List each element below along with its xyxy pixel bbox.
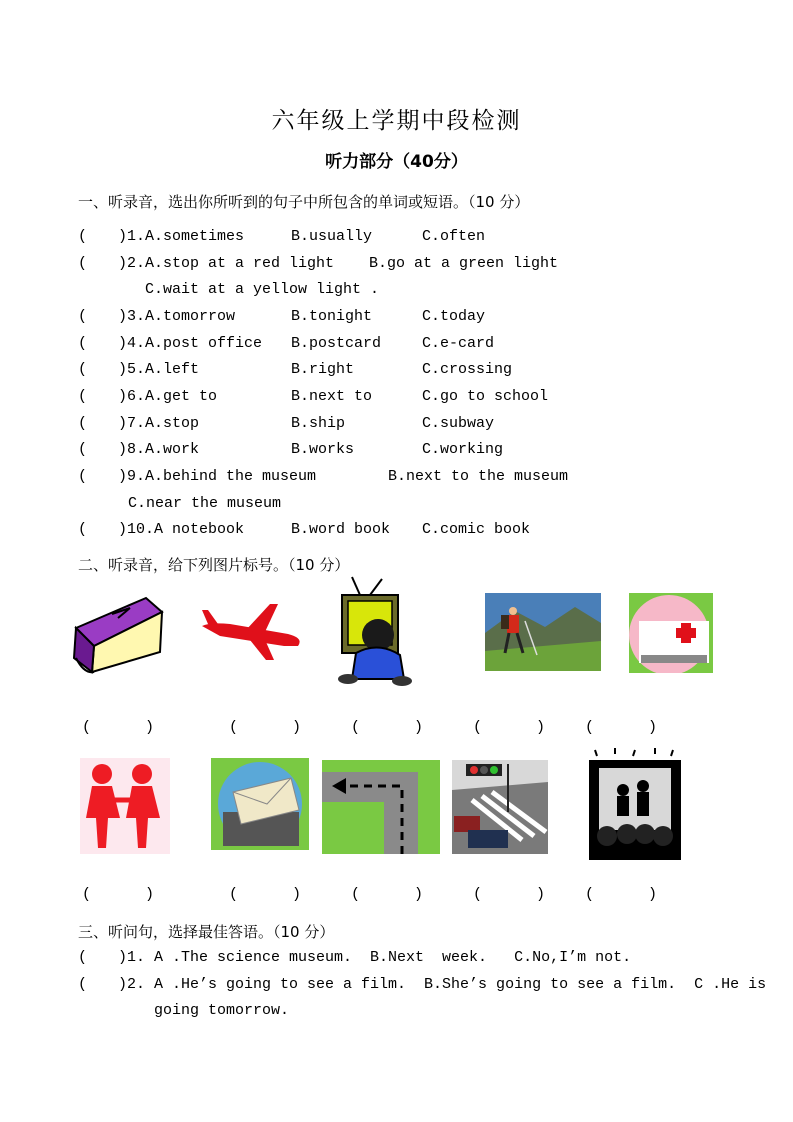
paren: (: [78, 361, 88, 378]
book-icon: [72, 592, 164, 678]
hospital-icon: [629, 593, 713, 673]
item-1-c: C.often: [422, 228, 486, 245]
answer-bracket[interactable]: ( ): [82, 719, 155, 736]
answer-bracket[interactable]: ( ): [351, 719, 424, 736]
q3-item-1: )1. A .The science museum. B.Next week. C.No,I’m not.: [118, 949, 632, 966]
answer-bracket[interactable]: ( ): [473, 719, 546, 736]
airplane-icon: [200, 600, 304, 662]
item-10-b: B.word book: [291, 521, 391, 538]
section2-heading: 二、听录音，给下列图片标号。（10 分）: [78, 556, 350, 574]
item-8-a: )8.A.work: [118, 441, 200, 458]
paren: (: [78, 521, 88, 538]
paren: (: [78, 415, 88, 432]
post-office-icon: [211, 758, 309, 850]
item-10-a: )10.A notebook: [118, 521, 245, 538]
item-6-c: C.go to school: [422, 388, 549, 405]
item-5-b: B.right: [291, 361, 355, 378]
item-10-c: C.comic book: [422, 521, 531, 538]
item-7-a: )7.A.stop: [118, 415, 200, 432]
item-4-a: )4.A.post office: [118, 335, 263, 352]
item-4-c: C.e-card: [422, 335, 495, 352]
item-9-b: B.next to the museum: [388, 468, 569, 485]
traffic-light-crossing-icon: [452, 760, 548, 854]
answer-bracket[interactable]: ( ): [585, 719, 658, 736]
section3-heading: 三、听问句，选择最佳答语。（10 分）: [78, 923, 335, 941]
paren: (: [78, 388, 88, 405]
item-9-a: )9.A.behind the museum: [118, 468, 317, 485]
page-subtitle: 听力部分（40分）: [325, 152, 468, 172]
paren: (: [78, 441, 88, 458]
answer-bracket[interactable]: ( ): [229, 886, 302, 903]
answer-bracket[interactable]: ( ): [82, 886, 155, 903]
turn-left-road-icon: [322, 760, 440, 854]
boy-watching-tv-icon: [330, 575, 412, 687]
paren: (: [78, 949, 88, 966]
paren: (: [78, 228, 88, 245]
section1-heading: 一、听录音，选出你所听到的句子中所包含的单词或短语。（10 分）: [78, 193, 530, 211]
item-1-a: )1.A.sometimes: [118, 228, 245, 245]
item-5-a: )5.A.left: [118, 361, 200, 378]
item-3-b: B.tonight: [291, 308, 373, 325]
answer-bracket[interactable]: ( ): [473, 886, 546, 903]
item-2-c: C.wait at a yellow light .: [145, 281, 380, 298]
item-8-b: B.works: [291, 441, 355, 458]
page-title: 六年级上学期中段检测: [271, 108, 522, 134]
paren: (: [78, 468, 88, 485]
item-7-b: B.ship: [291, 415, 346, 432]
paren: (: [78, 255, 88, 272]
item-2-a: )2.A.stop at a red light: [118, 255, 335, 272]
q3-item-2: )2. A .He’s going to see a film. B.She’s going to see a film. C .He is: [118, 976, 767, 993]
item-4-b: B.postcard: [291, 335, 382, 352]
item-3-a: )3.A.tomorrow: [118, 308, 236, 325]
paren: (: [78, 335, 88, 352]
item-6-b: B.next to: [291, 388, 373, 405]
item-1-b: B.usually: [291, 228, 373, 245]
item-8-c: C.working: [422, 441, 504, 458]
answer-bracket[interactable]: ( ): [229, 719, 302, 736]
paren: (: [78, 976, 88, 993]
item-5-c: C.crossing: [422, 361, 513, 378]
children-walking-icon: [80, 758, 170, 854]
cinema-icon: [585, 746, 685, 864]
paren: (: [78, 308, 88, 325]
answer-bracket[interactable]: ( ): [585, 886, 658, 903]
answer-bracket[interactable]: ( ): [351, 886, 424, 903]
item-9-c: C.near the museum: [128, 495, 282, 512]
item-3-c: C.today: [422, 308, 486, 325]
item-7-c: C.subway: [422, 415, 495, 432]
q3-item-2-cont: going tomorrow.: [154, 1002, 290, 1019]
item-6-a: )6.A.get to: [118, 388, 218, 405]
hiker-icon: [485, 593, 601, 671]
item-2-b: B.go at a green light: [369, 255, 559, 272]
